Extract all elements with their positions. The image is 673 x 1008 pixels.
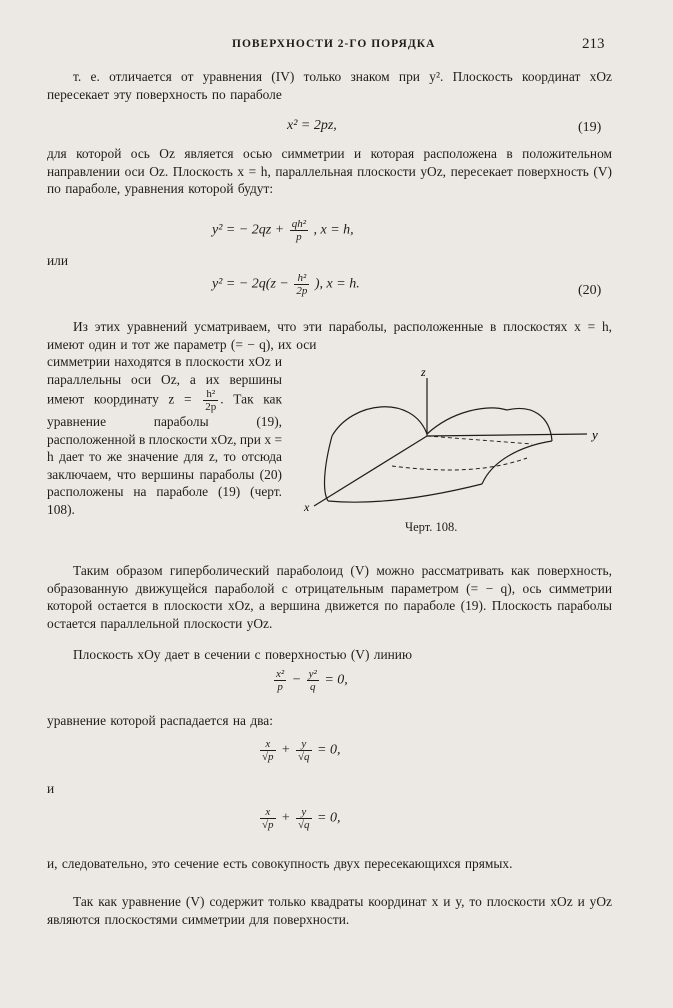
line-equation-2: [258, 806, 341, 831]
equation-20-tail: ), x = h.: [314, 276, 360, 292]
equation-rhs: = 0,: [317, 742, 341, 758]
line-equation-1: [258, 738, 341, 763]
frac-denominator: √p: [262, 751, 274, 763]
plus-sign: +: [281, 742, 291, 758]
right-edge: [482, 441, 552, 484]
word-ili: или: [47, 253, 69, 268]
equation-19: x² = 2pz,: [287, 118, 337, 133]
front-edge: [328, 484, 482, 502]
frac-numerator: x: [260, 806, 276, 819]
paragraph-7: и, следовательно, это сечение есть совокупность двух пересекающихся прямых.: [47, 856, 513, 871]
label-z: z: [421, 366, 426, 379]
equation-20-number: (20): [578, 283, 602, 298]
frac-denominator: √p: [262, 819, 274, 831]
right-cap: [507, 408, 552, 441]
paragraph-2: для которой ось Oz является осью симметрии и которая расположена в положительном направлении оси Oz. Плоскость x = h, параллельная плоскости yOz, пересекает поверхность (V) по параболе, уравнения которой будут:: [47, 146, 612, 196]
paragraph-3b-end: . Так как уравнение параболы (19), расположенной в плоскости xOz, при x = h дает то же значение для z, то отсюда заключаем, что вершины параболы (20) расположены на параболе (19) (черт. 108).: [47, 391, 282, 517]
plus-sign: +: [281, 810, 291, 826]
fraction-h2-2p-inline: [203, 388, 218, 413]
frac-numerator: x²: [276, 668, 285, 680]
fraction-qh2-p: [290, 218, 308, 243]
paragraph-4: Таким образом гиперболический параболоид (V) можно рассматривать как поверхность, образованную движущейся параболой с отрицательным параметром (= − q), ось симметрии которой остается в плоскости xOz, а вершина движется по параболе (19). Плоскость параболы остается параллельной плоскости yOz.: [47, 563, 612, 631]
paragraph-3b-start: симметрии находятся в плоскости xOz и параллельны оси Oz, а их вершины имеют координату z =: [47, 354, 282, 407]
frac-numerator: qh²: [291, 218, 307, 230]
fraction-y-sqrtq: [296, 806, 312, 831]
equation-a-tail: , x = h,: [313, 222, 354, 238]
label-y: y: [592, 427, 598, 442]
paragraph-8: Так как уравнение (V) содержит только квадраты координат x и y, то плоскости xOz и yOz являются плоскостями симметрии для поверхности.: [47, 894, 612, 927]
frac-denominator: 2p: [205, 401, 217, 413]
x-axis: [314, 436, 427, 506]
left-edge: [325, 436, 332, 501]
figure-caption: Черт. 108.: [405, 520, 458, 534]
page-header: [0, 36, 673, 58]
fraction-x2-p: [274, 668, 286, 693]
equation-rhs: = 0,: [324, 672, 348, 688]
fraction-h2-2p: [294, 272, 309, 297]
equation-a-lhs: y² = − 2qz +: [212, 222, 288, 238]
frac-denominator: √q: [298, 751, 310, 763]
fraction-y-sqrtq: [296, 738, 312, 763]
word-i: и: [47, 781, 55, 796]
paragraph-1: т. е. отличается от уравнения (IV) только знаком при y². Плоскость координат xOz пересекает эту поверхность по параболе: [47, 69, 612, 102]
running-title: ПОВЕРХНОСТИ 2-ГО ПОРЯДКА: [232, 38, 436, 50]
equation-rhs: = 0,: [317, 810, 341, 826]
figure-108-hyperbolic-paraboloid: [292, 366, 612, 536]
frac-denominator: p: [277, 681, 283, 693]
paragraph-3a: Из этих уравнений усматриваем, что эти параболы, расположенные в плоскостях x = h, имеют один и тот же параметр (= − q), их оси: [47, 319, 612, 352]
equation-20: [212, 272, 360, 297]
paragraph-6: уравнение которой распадается на два:: [47, 713, 273, 728]
frac-numerator: h²: [203, 388, 218, 401]
frac-denominator: 2p: [296, 285, 308, 297]
y-axis: [427, 434, 587, 436]
frac-numerator: h²: [294, 272, 309, 285]
frac-denominator: √q: [298, 819, 310, 831]
frac-numerator: x: [260, 738, 276, 751]
equation-a: [212, 218, 354, 243]
top-curve: [427, 408, 507, 434]
frac-numerator: y: [296, 738, 312, 751]
frac-numerator: y²: [308, 668, 317, 680]
equation-19-number: (19): [578, 120, 602, 135]
fraction-y2-q: [307, 668, 319, 693]
paragraph-3b: [47, 353, 282, 518]
minus-sign: −: [291, 672, 302, 688]
frac-denominator: p: [296, 231, 302, 243]
label-x: x: [304, 500, 310, 514]
equation-20-lhs: y² = − 2q(z −: [212, 276, 293, 292]
frac-denominator: q: [309, 681, 316, 693]
fraction-x-sqrtp: [260, 738, 276, 763]
fraction-x-sqrtp: [260, 806, 276, 831]
hidden-axis: [427, 436, 532, 444]
hidden-curve: [392, 458, 527, 470]
page-number: 213: [582, 36, 605, 52]
back-parabola: [332, 407, 427, 436]
paragraph-5: Плоскость xOy дает в сечении с поверхностью (V) линию: [73, 647, 412, 662]
section-equation: [272, 668, 348, 693]
frac-numerator: y: [296, 806, 312, 819]
